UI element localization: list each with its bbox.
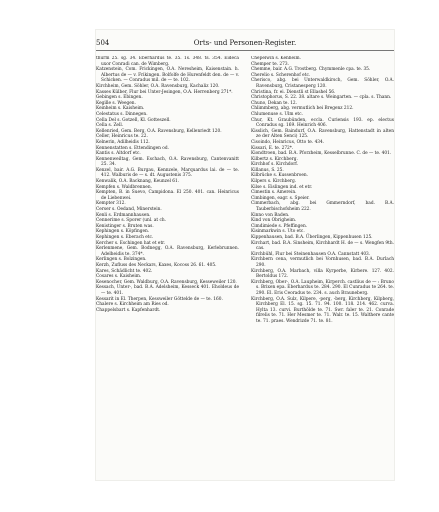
register-entry: Katzenstein, Com. Frickingen, O.A. Neresheim, Kaisenstain. h. Albertus de — v. Frikingen. Bolfolfe de Hurenfeldt den. de — v. Schicken. — Conradus mil. de — te. 102. bbox=[96, 67, 239, 84]
register-entry: Chepelwin s. Kenheim. bbox=[251, 56, 301, 61]
register-entry: Kilse s. Eislingen ind. et etr. bbox=[251, 184, 313, 190]
register-entry: Kares, Schädlicht te. 402. bbox=[96, 268, 153, 274]
register-entry: Kisslich, Gem. Baindurf, O.A. Ravensburg, Hattenstadt in alten ze der Alten Senci) 125. bbox=[251, 128, 394, 140]
register-entry: Kenzel, bair. A.G. Burgau, Kennzele, Marquardus lai. de — te. 412. Walburis de — s. dt. Augustenis 375. bbox=[96, 167, 239, 179]
register-entry: Kiondtroen, bad. B.A. Pforzheim, Kesselbrunne. C. de — te. 401. bbox=[251, 151, 392, 157]
register-entry: Cimmerbach, abg. bei Gmmerndorf, bad. B.A. Tauberbischofsheim 222. bbox=[251, 201, 394, 213]
register-entry: Cerser s. Oedand, Minerstein. bbox=[96, 207, 162, 213]
register-entry: Kind von Obrigheim. bbox=[251, 218, 297, 224]
register-entry: Kippenhausen, bad. B.A. Überlingen, Kippenhusen 125. bbox=[251, 235, 373, 240]
register-entry: Kilpers s. Kirchberg. bbox=[251, 179, 297, 185]
register-entry: Kercher s. Eschingen hat et etr. bbox=[96, 240, 166, 246]
left-column bbox=[96, 56, 239, 472]
register-entry: Chlumenuse s. Ulm etc. bbox=[251, 111, 303, 117]
register-entry: Christina, fr. ei. Dienstli st Ellashel 56. bbox=[251, 89, 336, 95]
register-entry: Kessach, Unter-, bad. B.A. Adelsheim, Kesseck 401. Eholdeus de — te. 401. bbox=[96, 285, 239, 296]
register-entry: Cimdimiede s. Pfeffingen. bbox=[251, 223, 308, 229]
register-entry: Chemper te. 273. bbox=[251, 61, 289, 67]
register-entry: Chlimmberg, abg. vermutlich bei Bregenz 212. bbox=[251, 106, 354, 112]
register-entry: Kenwalik, O.A. Backnang, Keunzel 61. bbox=[96, 179, 180, 185]
register-entry: Kirchbühl, Flur bei Steinenhausen O.A. Cannstatt 403. bbox=[251, 251, 371, 257]
register-entry: Kilbertz s. Kirchberg. bbox=[251, 156, 298, 162]
right-column bbox=[251, 56, 394, 472]
register-entry: Cosares s. Kaisheim. bbox=[96, 274, 142, 280]
register-entry: Kephingen s. Köpfingen. bbox=[96, 229, 150, 235]
register-entry: Kirchberg, Ober-, O.A. Laupheim, Kirperch. castlius de — : Bruno s. Brixen epa. Eberhardus te. 284. 290. El Cunradus te 264. te. 290. El. Eris Ceoradus te. 234. s. auch Brauneberg. bbox=[251, 279, 394, 296]
register-entry: Kempfen s. Waldbrennen. bbox=[96, 184, 152, 190]
register-entry: Kantis s. Altdorf etc. bbox=[96, 151, 141, 157]
register-entry: Chalere s. Kirchheim am Ries od. bbox=[96, 302, 169, 308]
register-entry: Kirchart, bad. B.A. Sinsheim, Kirchhardt H. de — s. Wengfen 9th. cas. bbox=[251, 240, 394, 252]
register-entry: Kempten, B. in Suevo, Campidona. El 250. 401. can. Heinricus de Liebenwei. bbox=[96, 190, 239, 201]
register-entry: Cella s. Zell. bbox=[96, 123, 124, 129]
register-entry: Celler, Heinricus te. 22. bbox=[96, 134, 148, 140]
page-number: 504 bbox=[96, 39, 110, 47]
register-entry: Kempter 312. bbox=[96, 201, 126, 207]
register-entry: Kenli s. Erdmannhausen. bbox=[96, 212, 151, 218]
register-entry: Kelnerin, Adilheidis 112. bbox=[96, 139, 150, 145]
register-entry: Cherelio s. Scherenhof etc. bbox=[251, 72, 311, 78]
register-entry: Kirchberg, O.A. Marbach, villa Kyrperbe, Kirbere. 127. 402. Bertoldus 172. bbox=[251, 268, 394, 280]
register-entry: Cimestin s. Amerein. bbox=[251, 190, 297, 196]
register-entry: Keinheim s. Kaisheim. bbox=[96, 106, 145, 112]
register-entry: Chemme, bair. A.G. Trostberg. Chymmenle cpa. te. 35. bbox=[251, 67, 371, 73]
register-entry: Chuno, Dekan te. 12. bbox=[251, 100, 298, 106]
register-entry: Killanus, S. 25. bbox=[251, 167, 284, 173]
header-rule bbox=[96, 50, 394, 51]
register-entry: Kesenocher, Gem. Waldburg, O.A. Ravensburg, Kesseweiler 120. bbox=[96, 279, 237, 285]
register-entry: Kisinmarkwin s. Uto etc. bbox=[251, 229, 305, 235]
register-entry: Kerzh, Zufluss des Neckars, Kaxes, Kocoss 26. 61. 405. bbox=[96, 262, 217, 268]
register-page bbox=[96, 30, 394, 480]
register-entry: Kennenweiltag, Gem. Eschach, O.A. Ravensburg, Cantenvanitt 25. 34. bbox=[96, 156, 239, 168]
register-entry: Kephingen s. Eberach etc. bbox=[96, 235, 154, 240]
register-entry: Cisoindo, Heinricus, Otto te. 434. bbox=[251, 139, 325, 145]
register-entry: Kerlingen s. Bolzingen. bbox=[96, 257, 147, 263]
register-entry: Christophorus, S. 22. 38. altare s. Weingarten. — cpla. s. Thann. bbox=[251, 95, 392, 101]
register-entry: Kerlenmene, Gem. Bodnegg, O.A. Ravensburg, Kerlebrunnen. Adelheidis te. 374*. bbox=[96, 246, 239, 257]
register-entry: Kegille s. Weegen. bbox=[96, 100, 136, 106]
register-entry: Kirchheim, Gem. Söhler, O.A. Ravensburg, Kachaliz 120. bbox=[96, 83, 220, 89]
register-entry: Kessarit in El. Therpen, Kessweiler Göttelde de — te. 160. bbox=[96, 296, 223, 302]
register-entry: Cherisco, abg. bei Unterwaldkirsch, Gem. Söhler, O.A. Ravensburg, Cristanesperg 120. bbox=[251, 78, 394, 89]
register-entry: Kissari, E. te. 272*. bbox=[251, 145, 294, 151]
page-header bbox=[96, 38, 394, 48]
register-entry: Kirchberg, O.A. Sulz, Kilpere, -perg, -berg, Kirchberg, Kilpberg, Kirchberg El. 15. sg. 15. 71. 94. 100. 118. 214. 462. curva. Hylta 13. curvi. Burthölde te. 71. Swr. faler te. 21. Conrade filrelis te. 71. Her Mesmer te. 71. Walr. te. 15. Walthere cante te. 71. praes. Wendrizde 71. te. 81. bbox=[251, 296, 394, 324]
register-entry: Gebingen s. Ebingen. bbox=[96, 95, 143, 101]
register-entry: Chappelsbart s. Kapfenhardt. bbox=[96, 307, 161, 313]
register-entry: Cimbingen, eagr. s. Speier. bbox=[251, 195, 310, 201]
register-entry: Celestatus s. Dinnegen. bbox=[96, 111, 148, 117]
register-entry: Kirchhof s. Kirchdorf. bbox=[251, 162, 299, 168]
register-entry: Kennenstatten s. Ettendingen od. bbox=[96, 145, 169, 151]
register-entry: Chur, Kt. Graubünden, eccla. Curiensis 193. ep. electus Conradus sg. 169. Heinrich 406. bbox=[251, 117, 394, 129]
register-entry: Kenistinger s. Bruten was. bbox=[96, 223, 154, 229]
running-title: Orts- und Personen-Register. bbox=[193, 39, 297, 47]
register-entry: Kirchbern cena, vermutlich bei Vornhusen, bad. B.A. Durlach 290. bbox=[251, 257, 394, 268]
register-entry: Cennerime s. Sporer (unl. at ch. bbox=[96, 218, 167, 224]
register-entry: Kasses Külber, Flur bei Unter-Jesingen, O.A. Herrenberg 271*. bbox=[96, 89, 233, 95]
register-entry: Kinno von Baden. bbox=[251, 212, 290, 218]
register-entry: Kilbrücke s. Kussenbroen. bbox=[251, 173, 309, 179]
register-entry: Kellenried, Gem. Berg, O.A. Ravensburg, Kellenriedt 120. bbox=[96, 128, 222, 134]
register-entry: Cella Del s. Gotzell, Kl. Gotteszell. bbox=[96, 117, 171, 123]
register-entry: thurm 25. sg. 34. Eberhardus te. 35. 1s. 348. ts. 354. Eideca uxor Conradi can. de Wimberg. bbox=[96, 56, 239, 67]
